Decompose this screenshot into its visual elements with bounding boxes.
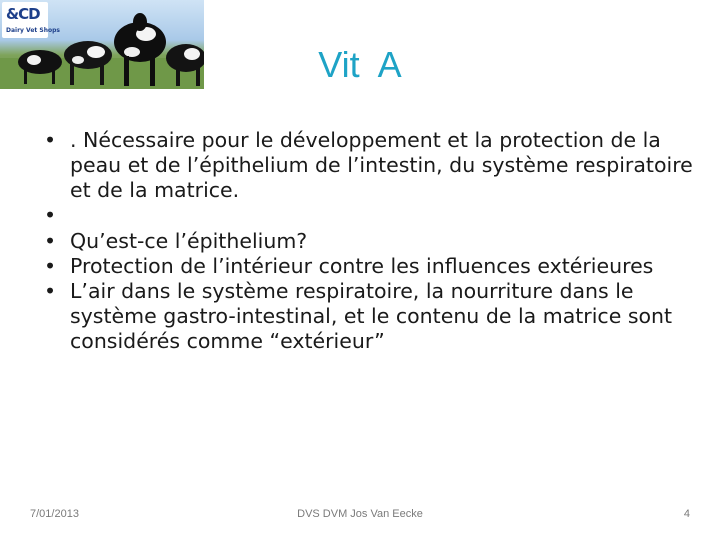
footer-author: DVS DVM Jos Van Eecke — [297, 508, 423, 520]
page-number: 4 — [683, 508, 690, 520]
slide-title: Vit A — [318, 44, 402, 85]
bullet-item — [44, 229, 694, 254]
bullet-item — [44, 128, 694, 203]
logo-text: Dairy Vet Shops — [6, 27, 60, 34]
bullet-dot-icon: • — [44, 229, 57, 253]
bullet-dot-icon: • — [44, 279, 57, 303]
bullet-dot-icon: • — [44, 203, 57, 227]
logo-badge — [2, 2, 60, 38]
bullet-text: L’air dans le système respiratoire, la nourriture dans le système gastro-intestinal, et le contenu de la matrice sont considérés comme “extérieur” — [70, 279, 673, 353]
bullet-item — [44, 279, 694, 354]
footer-date: 7/01/2013 — [30, 508, 79, 520]
logo-mark: &CD — [6, 5, 40, 23]
bullet-item-empty — [44, 203, 694, 229]
bullet-item — [44, 254, 694, 279]
bullet-text: Protection de l’intérieur contre les influences extérieures — [70, 254, 654, 278]
bullet-dot-icon: • — [44, 254, 57, 278]
bullet-list — [44, 128, 694, 354]
logo-image — [0, 0, 204, 89]
bullet-text: Qu’est-ce l’épithelium? — [70, 229, 308, 253]
bullet-dot-icon: • — [44, 128, 57, 152]
bullet-text: . Nécessaire pour le développement et la protection de la peau et de l’épithelium de l’intestin, du système respiratoire et de la matrice. — [70, 128, 693, 202]
